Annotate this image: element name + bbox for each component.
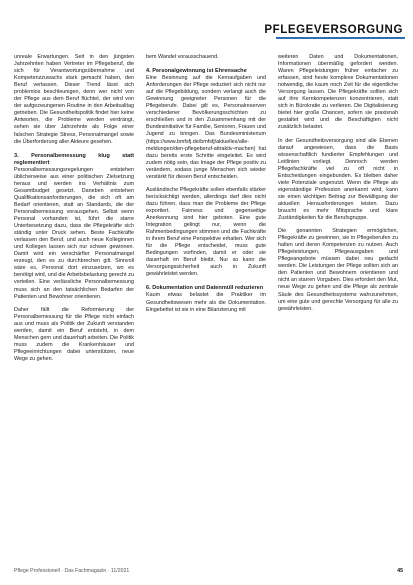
paragraph: Daher fällt die Reformierung der Personalbemessung für die Pflege nicht einfach aus und muss als Politik der Zukunft verstanden werden, damit ein Beruf entsteht, in dem Menschen gern und dauerhaft arbeiten. Die Politik muss zudem die Krankenhäuser und Pflegeeinrichtungen dabei unterstützen, neue Wege zu gehen. xyxy=(14,306,134,362)
paragraph: bem Wandel vorausschauend. xyxy=(146,54,219,60)
paragraph: Ausländische Pflegekräfte sollen ebenfalls stärker berücksichtigt werden, allerdings darf dies nicht dazu führen, dass man die Probleme der Pflege exportiert. Fairness und gegenseitige Anerkennung sind hier geboten. Eine gute Integration gelingt nur, wenn die Rahmenbedingungen stimmen und die Fachkräfte in ihrem Beruf eine Perspektive erhalten. Wer sich für die Pflege entscheidet, muss gute Bedingungen vorfinden, damit er oder sie dauerhaft im Beruf bleibt. Nur so kann die Versorgungssicherheit auch in Zukunft gewährleistet werden. xyxy=(146,186,266,278)
header-rule xyxy=(276,37,405,39)
column-3 xyxy=(278,54,398,560)
paragraph: weiteren Daten und Dokumentationen, Informationen übermäßig gefordert werden. Waren Pflegeleistungen früher einfacher zu erfassen, sind heute komplexe Dokumentationen notwendig, die kaum noch Zeit für die eigentliche Versorgung lassen. Die Pflegekräfte sollten sich auf ihre Kernkompetenzen konzentrieren, statt sich in Bürokratie zu verlieren. Die Digitalisierung bietet hier große Chancen, sofern sie praxisnah gestaltet wird und die Beschäftigten nicht zusätzlich belastet. xyxy=(278,54,398,131)
page-footer xyxy=(14,568,403,578)
paragraph: Eine Besinnung auf die Kernaufgaben und Anforderungen der Pflege reduziert sich nicht nur auf die Pflegebildung, sondern verlangt auch die Gewinnung geeigneter Personen für die Pflegeberufe. Dabei gilt es, Personalreserven verschiedener Bevölkerungsschichten zu erschließen und in den Zusammenhang mit der Bundesinitiative für Familie, Senioren, Frauen und Jugend zu bringen. Das Bundesministerium (https://www.bmfsfj.de/bmfsfj/aktuelles/alle-meldungen/den-pflegeberuf-attraktiv-machen) hat dazu bereits erste Schritte eingeleitet. Es wird zudem nötig sein, das Image der Pflege positiv zu verändern, sodass junge Menschen sich wieder verstärkt für diesen Beruf entscheiden. xyxy=(146,75,266,180)
footer-publication: Pflege Professionell · Das Fachmagazin · 11/2021 xyxy=(14,568,130,574)
paragraph: Kaum etwas belastet die Praktiker im Gesundheitswesen mehr als die Dokumentation. Eingebettet ist sie in eine Bilanzierung mit xyxy=(146,292,266,313)
section-heading: 3. Personalbemessung klug statt reglementiert xyxy=(14,152,134,166)
paragraph: In der Gesundheitsversorgung sind alle Ebenen darauf angewiesen, dass die Basis wissenschaftlich fundierter Empfehlungen und Leitlinien vorliegt. Dennoch werden Pflegefachkräfte viel zu oft nicht in Entscheidungen eingebunden. Es bleiben daher viele Potenziale ungenutzt. Wenn die Pflege als eigenständige Profession anerkannt wird, kann sie einen wichtigen Beitrag zur Bewältigung der aktuellen Herausforderungen leisten. Dazu braucht es mehr Mitsprache und klare Zuständigkeiten für die Berufsgruppe. xyxy=(278,137,398,222)
paragraph: Personalbemessungsregelungen entstehen üblicherweise aus einer politischen Zielsetzung heraus und werden ins Verhältnis zum Gesamtbudget gesetzt. Daneben entstehen Qualifikationsanforderungen, die sich oft am Bedarf orientieren, statt an Standards, die der Personalbemessung vorausgehen. Selbst wenn Personal vorhanden ist, führt die starre Unterbesetzung dazu, dass die Pflegekräfte sich ständig unter Druck sehen. Beste Fachkräfte verlassen den Beruf, und auch neue Kolleginnen und Kollegen lassen sich nur schwer gewinnen. Damit wird ein verschärfter Personalmangel erzeugt, den es zu durchbrechen gilt. Sinnvoll wäre es, Personal dort einzusetzen, wo es benötigt wird, und die Arbeitsbelastung gerecht zu verteilen. Eine verlässliche Personalbemessung muss sich an den tatsächlichen Bedarfen der Patienten und Bewohner orientieren. xyxy=(14,166,134,300)
paragraph: unreale Erwartungen. Seit in den jüngsten Jahrzehnten haben Vertreter im Pflegeberuf, die sich für Verantwortungsübernahme und Kompetenzzuwachs stark gemacht haben, den Beruf verlassen. Dieser Trend lässt sich problemlos beschleunigen, denn wer nicht von der Pflege aus dem Beruf flüchtet, der wird von der aufgezwungenen Routine in den Arbeitsalltag getrieben. Die Gesundheitspolitik findet hier keine Antworten, die Probleme werden verdrängt, sehen sie über Jahrzehnte als Folge einer falschen Strategie Stress, Personalmangel sowie die Überforderung aller Akteure gesehen. xyxy=(14,54,134,145)
paragraph: Die genannten Strategien ermöglichen, Pflegekräfte zu gewinnen, sie in Pflegeberufen zu halten und deren Kompetenzen zu nutzen. Auch Pflegeleistungen, Pflegeausgaben und Pflegeangebote müssen dabei neu gedacht werden. Die Leistungen der Pflege sollten sich an den Patienten und Bewohnern orientieren und nicht an starren Vorgaben. Dies erfordert den Mut, neue Wege zu gehen und die Pflege als zentrale Säule des Gesundheitssystems wahrzunehmen, um eine gute und gerechte Versorgung für alle zu gewährleisten. xyxy=(278,228,398,312)
page-number: 45 xyxy=(397,568,403,574)
page-header xyxy=(0,0,413,42)
column-1 xyxy=(14,54,134,560)
section-heading: 6. Dokumentation und Datenmüll reduzieren xyxy=(146,285,264,292)
article-body xyxy=(14,54,399,560)
column-2 xyxy=(146,54,266,560)
section-title: PFLEGEVERSORGUNG xyxy=(264,24,403,36)
section-heading: 4. Personalgewinnung ist Ehrensache xyxy=(146,68,247,75)
